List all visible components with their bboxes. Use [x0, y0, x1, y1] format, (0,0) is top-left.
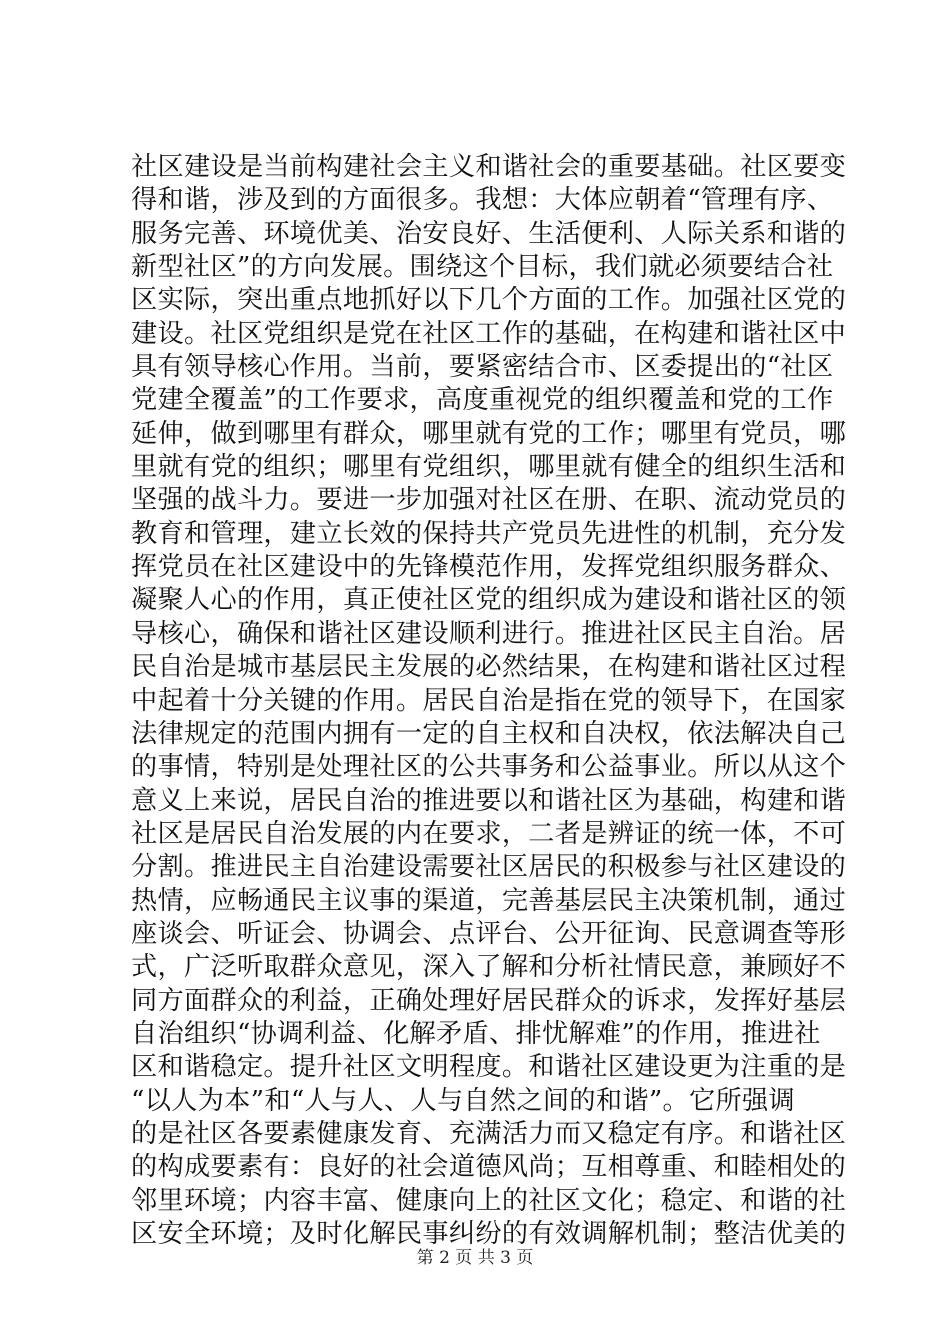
text-line: 具有领导核心作用。当前，要紧密结合市、区委提出的“社区: [131, 352, 834, 383]
text-line: 建设。社区党组织是党在社区工作的基础，在构建和谐社区中: [131, 318, 847, 349]
text-line: 新型社区”的方向发展。围绕这个目标，我们就必须要结合社: [131, 252, 834, 283]
text-line: 教育和管理，建立长效的保持共产党员先进性的机制，充分发: [131, 518, 847, 549]
page-number-footer: 第 2 页 共 3 页: [416, 1248, 534, 1268]
text-line: “以人为本”和“人与人、人与自然之间的和谐”。它所强调: [131, 1085, 795, 1116]
text-line: 热情，应畅通民主议事的渠道，完善基层民主决策机制，通过: [131, 885, 847, 916]
text-line: 凝聚人心的作用，真正使社区党的组织成为建设和谐社区的领: [131, 585, 847, 616]
text-line: 里就有党的组织；哪里有党组织，哪里就有健全的组织生活和: [131, 452, 847, 483]
text-line: 服务完善、环境优美、治安良好、生活便利、人际关系和谐的: [131, 218, 847, 249]
text-line: 座谈会、听证会、协调会、点评台、公开征询、民意调查等形: [131, 918, 847, 949]
text-line: 延伸，做到哪里有群众，哪里就有党的工作；哪里有党员，哪: [131, 418, 847, 449]
text-line: 民自治是城市基层民主发展的必然结果，在构建和谐社区过程: [131, 652, 847, 683]
text-line: 意义上来说，居民自治的推进要以和谐社区为基础，构建和谐: [131, 785, 847, 816]
text-line: 挥党员在社区建设中的先锋模范作用，发挥党组织服务群众、: [131, 552, 847, 583]
text-line: 区实际，突出重点地抓好以下几个方面的工作。加强社区党的: [131, 285, 847, 316]
text-line: 的是社区各要素健康发育、充满活力而又稳定有序。和谐社区: [131, 1118, 847, 1149]
text-line: 自治组织“协调利益、化解矛盾、排忧解难”的作用，推进社: [131, 1018, 821, 1049]
text-line: 得和谐，涉及到的方面很多。我想：大体应朝着“管理有序、: [131, 185, 834, 216]
text-line: 坚强的战斗力。要进一步加强对社区在册、在职、流动党员的: [131, 485, 847, 516]
text-line: 的事情，特别是处理社区的公共事务和公益事业。所以从这个: [131, 752, 847, 783]
text-line: 邻里环境；内容丰富、健康向上的社区文化；稳定、和谐的社: [131, 1185, 847, 1216]
text-line: 中起着十分关键的作用。居民自治是指在党的领导下，在国家: [131, 685, 847, 716]
text-line: 区安全环境；及时化解民事纠纷的有效调解机制；整洁优美的: [131, 1219, 847, 1249]
text-line: 导核心，确保和谐社区建设顺利进行。推进社区民主自治。居: [131, 618, 847, 649]
text-line: 党建全覆盖”的工作要求，高度重视党的组织覆盖和党的工作: [131, 385, 834, 416]
text-line: 式，广泛听取群众意见，深入了解和分析社情民意，兼顾好不: [131, 952, 847, 983]
text-line: 社区是居民自治发展的内在要求，二者是辨证的统一体，不可: [131, 818, 847, 849]
document-body: [131, 151, 847, 1251]
text-line: 法律规定的范围内拥有一定的自主权和自决权，依法解决自己: [131, 718, 847, 749]
text-line: 的构成要素有：良好的社会道德风尚；互相尊重、和睦相处的: [131, 1152, 847, 1183]
text-line: 分割。推进民主自治建设需要社区居民的积极参与社区建设的: [131, 852, 847, 883]
text-line: 同方面群众的利益，正确处理好居民群众的诉求，发挥好基层: [131, 985, 847, 1016]
text-line: 区和谐稳定。提升社区文明程度。和谐社区建设更为注重的是: [131, 1052, 847, 1083]
text-line: 社区建设是当前构建社会主义和谐社会的重要基础。社区要变: [131, 152, 847, 182]
